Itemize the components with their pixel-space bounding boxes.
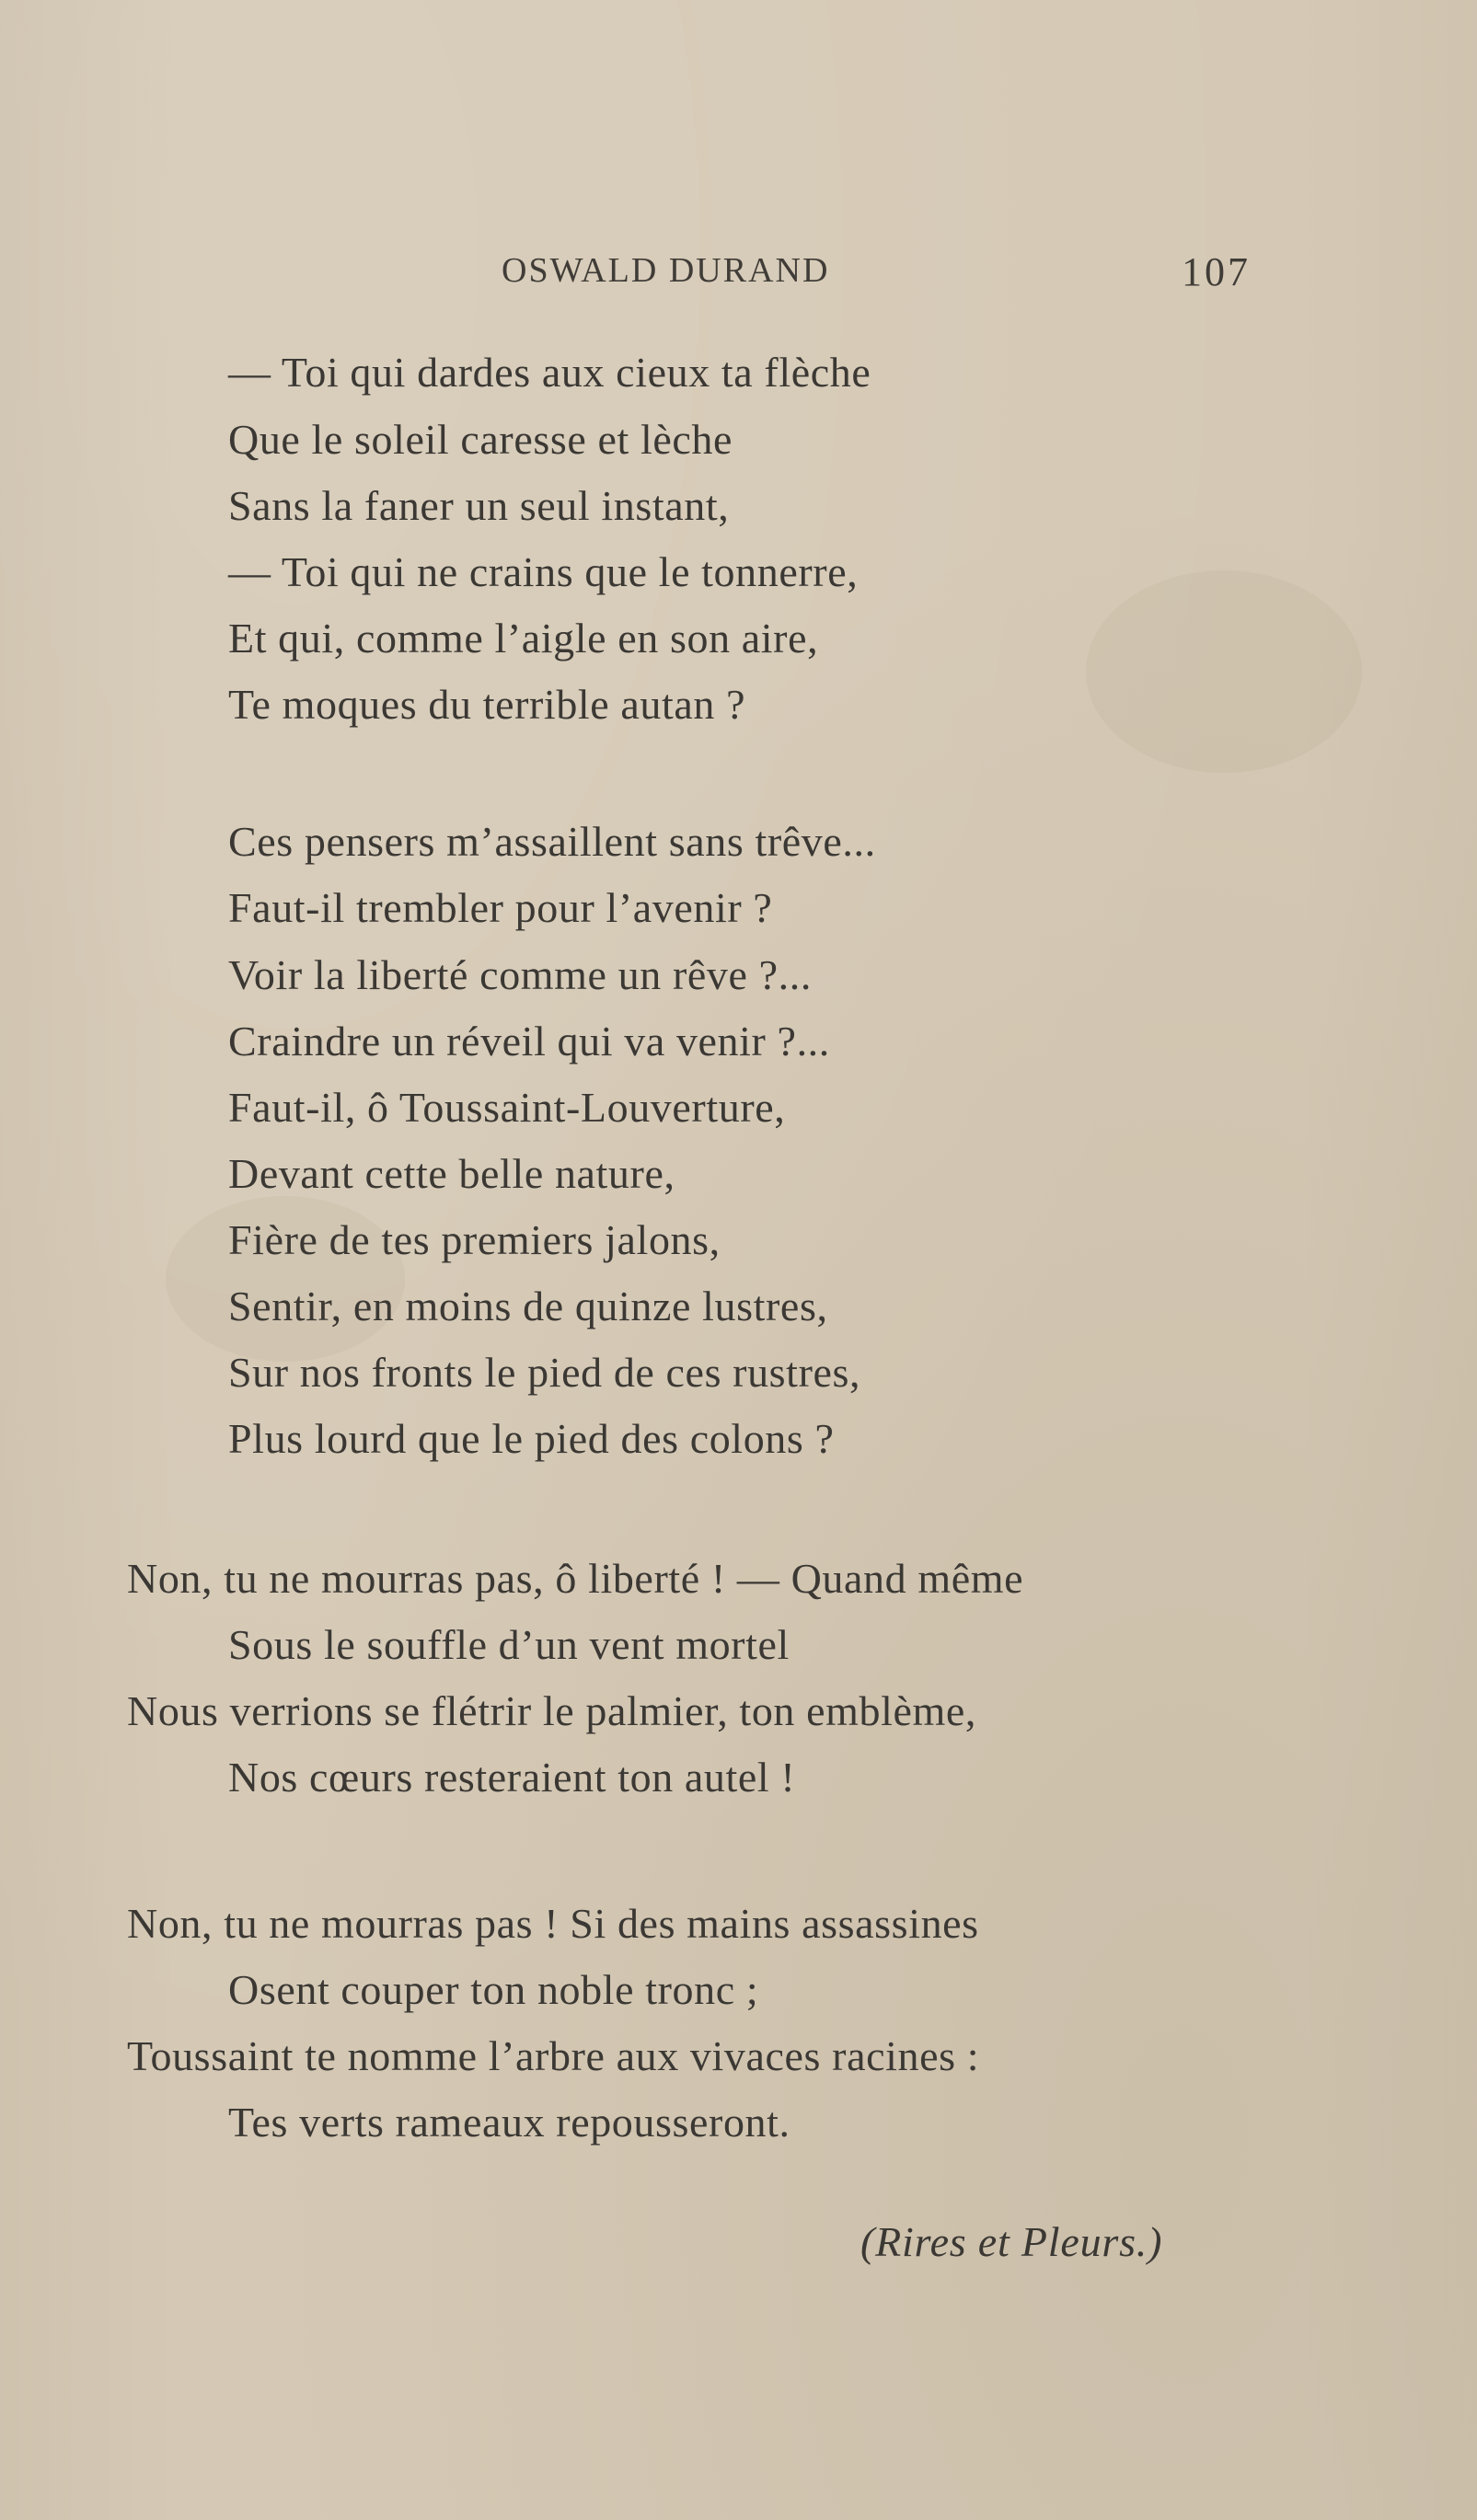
verse-line: Sentir, en moins de quinze lustres,: [228, 1283, 828, 1329]
source-attribution: (Rires et Pleurs.): [860, 2218, 1163, 2265]
verse-line: Osent couper ton noble tronc ;: [228, 1966, 759, 2013]
verse-line: Non, tu ne mourras pas, ô liberté ! — Quand même: [127, 1555, 1024, 1602]
verse-line: Plus lourd que le pied des colons ?: [228, 1415, 835, 1462]
running-head: [0, 250, 1477, 305]
verse-line: Faut-il trembler pour l’avenir ?: [228, 884, 773, 931]
page-number: 107: [1182, 249, 1251, 294]
verse-line: — Toi qui dardes aux cieux ta flèche: [228, 349, 871, 396]
verse-line: Que le soleil caresse et lèche: [228, 416, 733, 463]
verse-line: — Toi qui ne crains que le tonnerre,: [228, 548, 859, 595]
verse-line: Toussaint te nomme l’arbre aux vivaces racines :: [127, 2032, 980, 2079]
verse-line: Fière de tes premiers jalons,: [228, 1216, 721, 1263]
verse-line: Faut-il, ô Toussaint-Louverture,: [228, 1084, 786, 1131]
paper-stain: [1086, 570, 1362, 773]
verse-line: Non, tu ne mourras pas ! Si des mains assassines: [127, 1900, 979, 1947]
verse-line: Devant cette belle nature,: [228, 1150, 675, 1197]
verse-line: Sur nos fronts le pied de ces rustres,: [228, 1349, 861, 1396]
verse-line: Ces pensers m’assaillent sans trêve...: [228, 818, 876, 865]
verse-line: Craindre un réveil qui va venir ?...: [228, 1018, 830, 1064]
verse-line: Et qui, comme l’aigle en son aire,: [228, 615, 819, 662]
running-title: OSWALD DURAND: [502, 251, 830, 290]
verse-line: Nos cœurs resteraient ton autel !: [228, 1754, 796, 1801]
verse-line: Sous le souffle d’un vent mortel: [228, 1621, 790, 1668]
verse-line: Nous verrions se flétrir le palmier, ton emblème,: [127, 1687, 977, 1734]
verse-line: Te moques du terrible autan ?: [228, 681, 746, 728]
verse-line: Voir la liberté comme un rêve ?...: [228, 951, 812, 998]
verse-line: Sans la faner un seul instant,: [228, 482, 730, 529]
verse-line: Tes verts rameaux repousseront.: [228, 2099, 790, 2146]
